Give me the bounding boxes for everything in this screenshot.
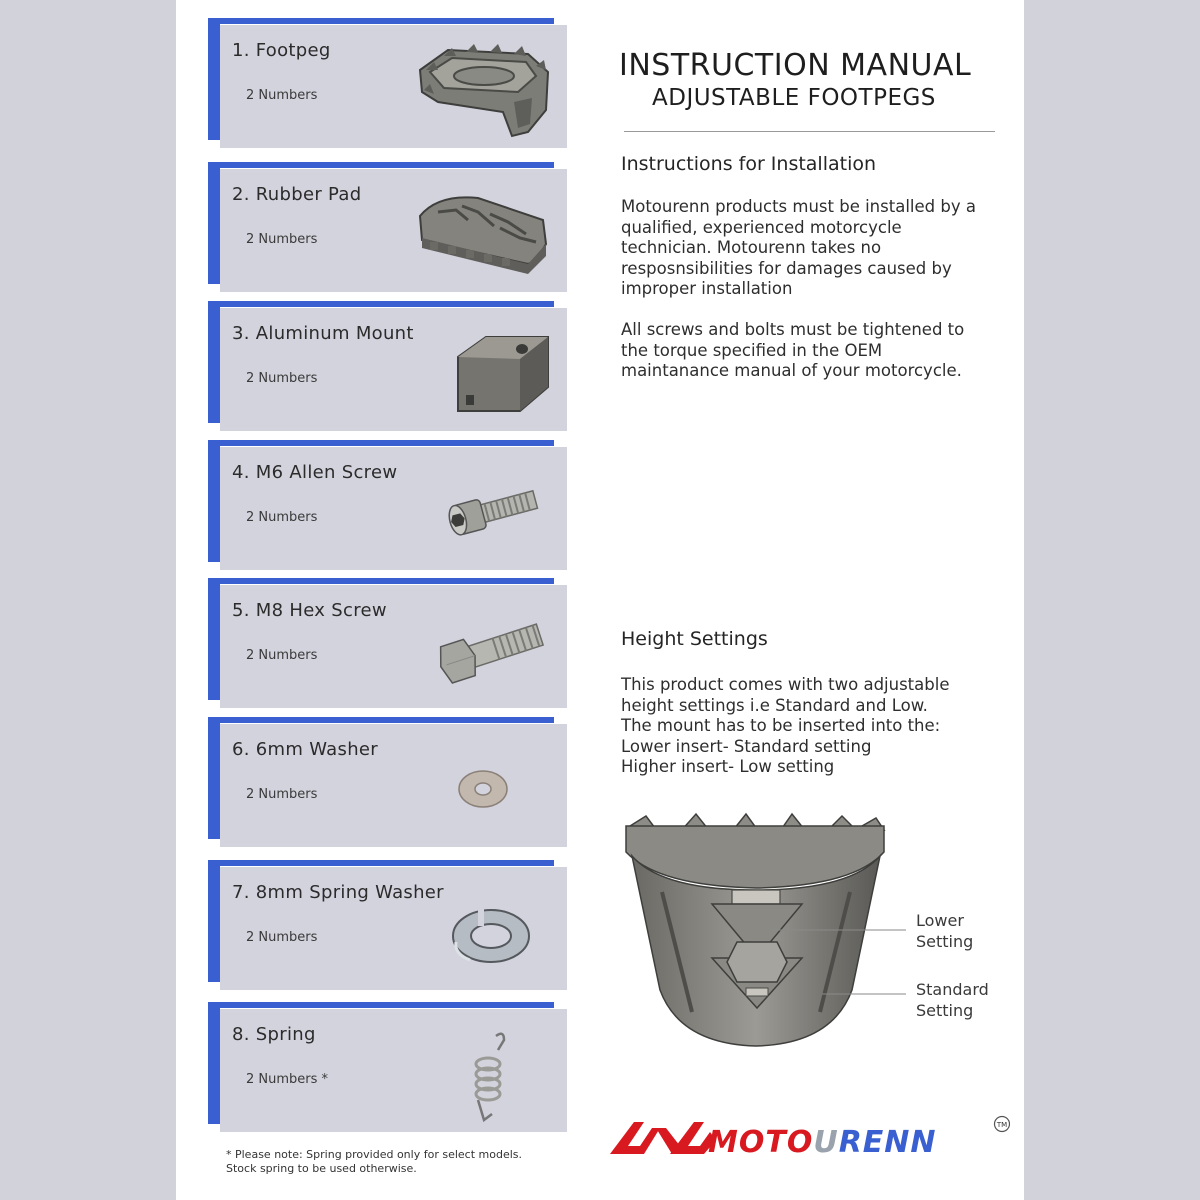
text-line: All screws and bolts must be tightened to — [621, 320, 965, 339]
standard-setting-label — [916, 979, 989, 1021]
logo-wordmark: MOTOURENN — [708, 1125, 937, 1160]
accent-bar — [208, 1002, 220, 1124]
installation-heading: Instructions for Installation — [621, 153, 877, 175]
accent-bar — [208, 440, 554, 446]
part-title: 2. Rubber Pad — [232, 184, 362, 205]
text-line: the torque specified in the OEM — [621, 340, 883, 360]
accent-bar — [208, 578, 554, 584]
text-line: Motourenn products must be installed by a — [621, 197, 976, 216]
accent-bar — [208, 717, 220, 839]
text-line: Higher insert- Low setting — [621, 757, 835, 776]
part-quantity: 2 Numbers — [246, 648, 318, 663]
logo-mark — [610, 1122, 716, 1154]
accent-bar — [208, 440, 220, 562]
washer-icon — [408, 731, 558, 841]
trademark-text: TM — [996, 1121, 1008, 1129]
accent-bar — [208, 301, 220, 423]
text-line: technician. Motourenn takes no — [621, 238, 882, 257]
part-quantity: 2 Numbers — [246, 371, 318, 386]
page-title: INSTRUCTION MANUAL — [619, 48, 972, 83]
part-card-rubber-pad — [208, 162, 568, 292]
page-subtitle: ADJUSTABLE FOOTPEGS — [652, 85, 936, 111]
footnote-line: * Please note: Spring provided only for select models. — [226, 1148, 523, 1161]
part-title: 1. Footpeg — [232, 40, 331, 61]
installation-paragraph-1 — [621, 197, 1006, 300]
divider — [624, 131, 995, 132]
footnote-line: Stock spring to be used otherwise. — [226, 1162, 417, 1175]
accent-bar — [208, 18, 220, 140]
installation-paragraph-2 — [621, 320, 1006, 382]
callout-line: Setting — [916, 932, 974, 951]
allen-screw-icon — [408, 454, 558, 564]
motourenn-logo — [610, 1114, 1010, 1160]
aluminum-mount-icon — [408, 315, 558, 425]
part-quantity: 2 Numbers — [246, 787, 318, 802]
part-quantity: 2 Numbers * — [246, 1072, 329, 1087]
text-line: resposnsibilities for damages caused by — [621, 258, 952, 278]
part-card-spring — [208, 1002, 568, 1132]
part-card-hex-screw — [208, 578, 568, 708]
accent-bar — [208, 860, 220, 982]
text-line: improper installation — [621, 279, 793, 298]
part-title: 4. M6 Allen Screw — [232, 462, 398, 483]
text-line: This product comes with two adjustable — [621, 675, 950, 694]
accent-bar — [208, 162, 220, 284]
accent-bar — [208, 860, 554, 866]
part-title: 6. 6mm Washer — [232, 739, 378, 760]
text-line: maintanance manual of your motorcycle. — [621, 361, 962, 380]
accent-bar — [208, 301, 554, 307]
text-line: height settings i.e Standard and Low. — [621, 695, 928, 715]
spring-icon — [408, 1016, 558, 1126]
part-quantity: 2 Numbers — [246, 88, 318, 103]
lower-setting-label — [916, 910, 973, 952]
accent-bar — [208, 717, 554, 723]
part-card-footpeg — [208, 18, 568, 148]
part-card-spring-washer — [208, 860, 568, 990]
text-line: The mount has to be inserted into the: — [621, 716, 941, 735]
text-line: Lower insert- Standard setting — [621, 736, 872, 756]
accent-bar — [208, 18, 554, 24]
part-quantity: 2 Numbers — [246, 930, 318, 945]
accent-bar — [208, 1002, 554, 1008]
part-quantity: 2 Numbers — [246, 232, 318, 247]
part-title: 8. Spring — [232, 1024, 316, 1045]
hex-screw-icon — [408, 592, 558, 702]
accent-bar — [208, 578, 220, 700]
callout-line: Setting — [916, 1001, 974, 1020]
callout-line: Standard — [916, 980, 989, 999]
spring-footnote — [226, 1148, 522, 1176]
rubber-pad-icon — [408, 176, 558, 286]
height-settings-paragraph — [621, 675, 1006, 778]
spring-washer-icon — [408, 874, 558, 984]
text-line: qualified, experienced motorcycle — [621, 217, 902, 237]
height-settings-heading: Height Settings — [621, 628, 768, 650]
part-card-allen-screw — [208, 440, 568, 570]
part-title: 7. 8mm Spring Washer — [232, 882, 444, 903]
part-title: 3. Aluminum Mount — [232, 323, 414, 344]
part-card-aluminum-mount — [208, 301, 568, 431]
callout-line: Lower — [916, 911, 964, 930]
part-title: 5. M8 Hex Screw — [232, 600, 387, 621]
part-quantity: 2 Numbers — [246, 510, 318, 525]
footpeg-icon — [408, 32, 558, 142]
accent-bar — [208, 162, 554, 168]
part-card-washer — [208, 717, 568, 847]
